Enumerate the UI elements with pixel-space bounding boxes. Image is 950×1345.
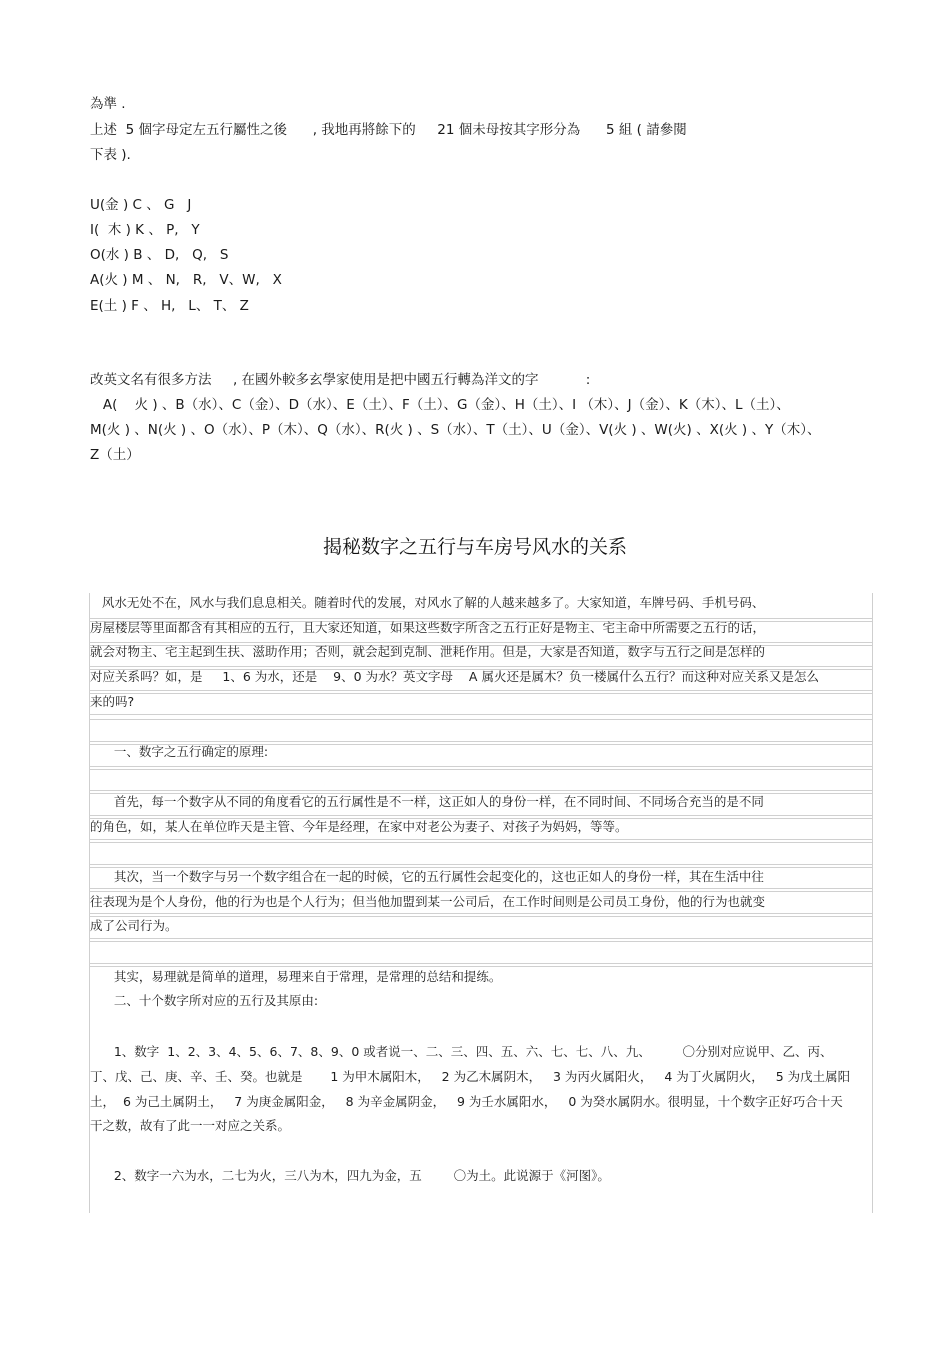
text-line: 上述 5 個字母定左五行屬性之後 , 我地再將餘下的 21 個未母按其字形分為 5 組 ( 請參閱 [90, 122, 687, 138]
text-line: 改英文名有很多方法 , 在國外較多玄學家使用是把中國五行轉為洋文的字 : [90, 372, 591, 388]
letter-mapping-line: A( 火 ) 、B（水）、C（金）、D（水）、E（土）、F（土）、G（金）、H（土）、I （木）、J（金）、K（木）、L（土）、 [90, 397, 790, 413]
divider [89, 842, 872, 843]
divider [89, 766, 872, 767]
group-line-wood: I( 木 ) K 、 P, Y [90, 222, 200, 238]
divider [89, 714, 872, 715]
article-line: 风水无处不在，风水与我们息息相关。随着时代的发展，对风水了解的人越来越多了。大家知道，车牌号码、手机号码、 [90, 595, 765, 610]
divider [89, 938, 872, 939]
divider [89, 769, 872, 770]
group-line-metal: U(金 ) C 、 G J [90, 197, 192, 213]
divider [89, 690, 872, 691]
divider [89, 864, 872, 865]
letter-mapping-line: Z（土） [90, 447, 140, 463]
section-heading: 二、十个数字所对应的五行及其原由: [90, 993, 319, 1008]
section-heading: 一、数字之五行确定的原理: [90, 744, 269, 759]
divider [89, 790, 872, 791]
article-line: 来的吗? [90, 694, 135, 709]
article-line: 1、数字 1、2、3、4、5、6、7、8、9、0 或者说一、二、三、四、五、六、七、七、八、九、 〇分别对应说甲、乙、丙、 [90, 1044, 833, 1059]
divider [89, 913, 872, 914]
divider [89, 815, 872, 816]
article-line: 房屋楼层等里面都含有其相应的五行，且大家还知道，如果这些数字所含之五行正好是物主、宅主命中所需要之五行的话， [90, 620, 766, 635]
article-line: 的角色，如，某人在单位昨天是主管、今年是经理，在家中对老公为妻子、对孩子为妈妈，等等。 [90, 819, 628, 834]
article-line: 成了公司行为。 [90, 918, 178, 933]
text-line: 下表 ). [90, 147, 131, 163]
letter-mapping-line: M(火 ) 、N(火 ) 、O（水）、P（木）、Q（水）、R(火 ) 、S（水）、T（土）、U（金）、V(火 ) 、W(火) 、X(火 ) 、Y（木）、 [90, 422, 821, 438]
text-line: 為準 . [90, 96, 126, 112]
article-line: 对应关系吗？如，是 1、6 为水，还是 9、0 为水？英文字母 A 属火还是属木？负一楼属什么五行？而这种对应关系又是怎么 [90, 669, 819, 684]
article-line: 2、数字一六为水，二七为火，三八为木，四九为金，五 〇为土。此说源于《河图》。 [90, 1168, 610, 1183]
article-line: 丁、戊、己、庚、辛、壬、癸。也就是 1 为甲木属阳木， 2 为乙木属阴木， 3 为丙火属阳火， 4 为丁火属阴火， 5 为戊土属阳 [90, 1069, 851, 1084]
divider [89, 941, 872, 942]
article-line: 干之数，故有了此一一对应之关系。 [90, 1118, 291, 1133]
divider [89, 666, 872, 667]
article-line: 就会对物主、宅主起到生扶、滋助作用；否则，就会起到克制、泄耗作用。但是，大家是否知道，数字与五行之间是怎样的 [90, 644, 766, 659]
divider [89, 741, 872, 742]
article-line: 首先，每一个数字从不同的角度看它的五行属性是不一样，这正如人的身份一样，在不同时间、不同场合充当的是不同 [90, 794, 764, 809]
group-line-earth: E(土 ) F 、 H, L、 T、 Z [90, 298, 249, 314]
group-line-water: O(水 ) B 、 D, Q, S [90, 247, 229, 263]
article-line: 土， 6 为己土属阴土， 7 为庚金属阳金， 8 为辛金属阴金， 9 为壬水属阳水， 0 为癸水属阴水。很明显，十个数字正好巧合十天 [90, 1094, 843, 1109]
divider [89, 963, 872, 964]
article-line: 往表现为是个人身份，他的行为也是个人行为；但当他加盟到某一公司后，在工作时间则是公司员工身份，他的行为也就变 [90, 894, 766, 909]
divider [89, 839, 872, 840]
divider [89, 888, 872, 889]
divider [89, 719, 872, 720]
article-line: 其次，当一个数字与另一个数字组合在一起的时候，它的五行属性会起变化的，这也正如人的身份一样，其在生活中往 [90, 869, 764, 884]
article-line: 其实，易理就是简单的道理，易理来自于常理，是常理的总结和提练。 [90, 969, 502, 984]
divider [89, 891, 872, 892]
group-line-fire: A(火 ) M 、 N, R, V、W, X [90, 272, 282, 288]
divider [89, 966, 872, 967]
article-title: 揭秘数字之五行与车房号风水的关系 [322, 536, 627, 558]
